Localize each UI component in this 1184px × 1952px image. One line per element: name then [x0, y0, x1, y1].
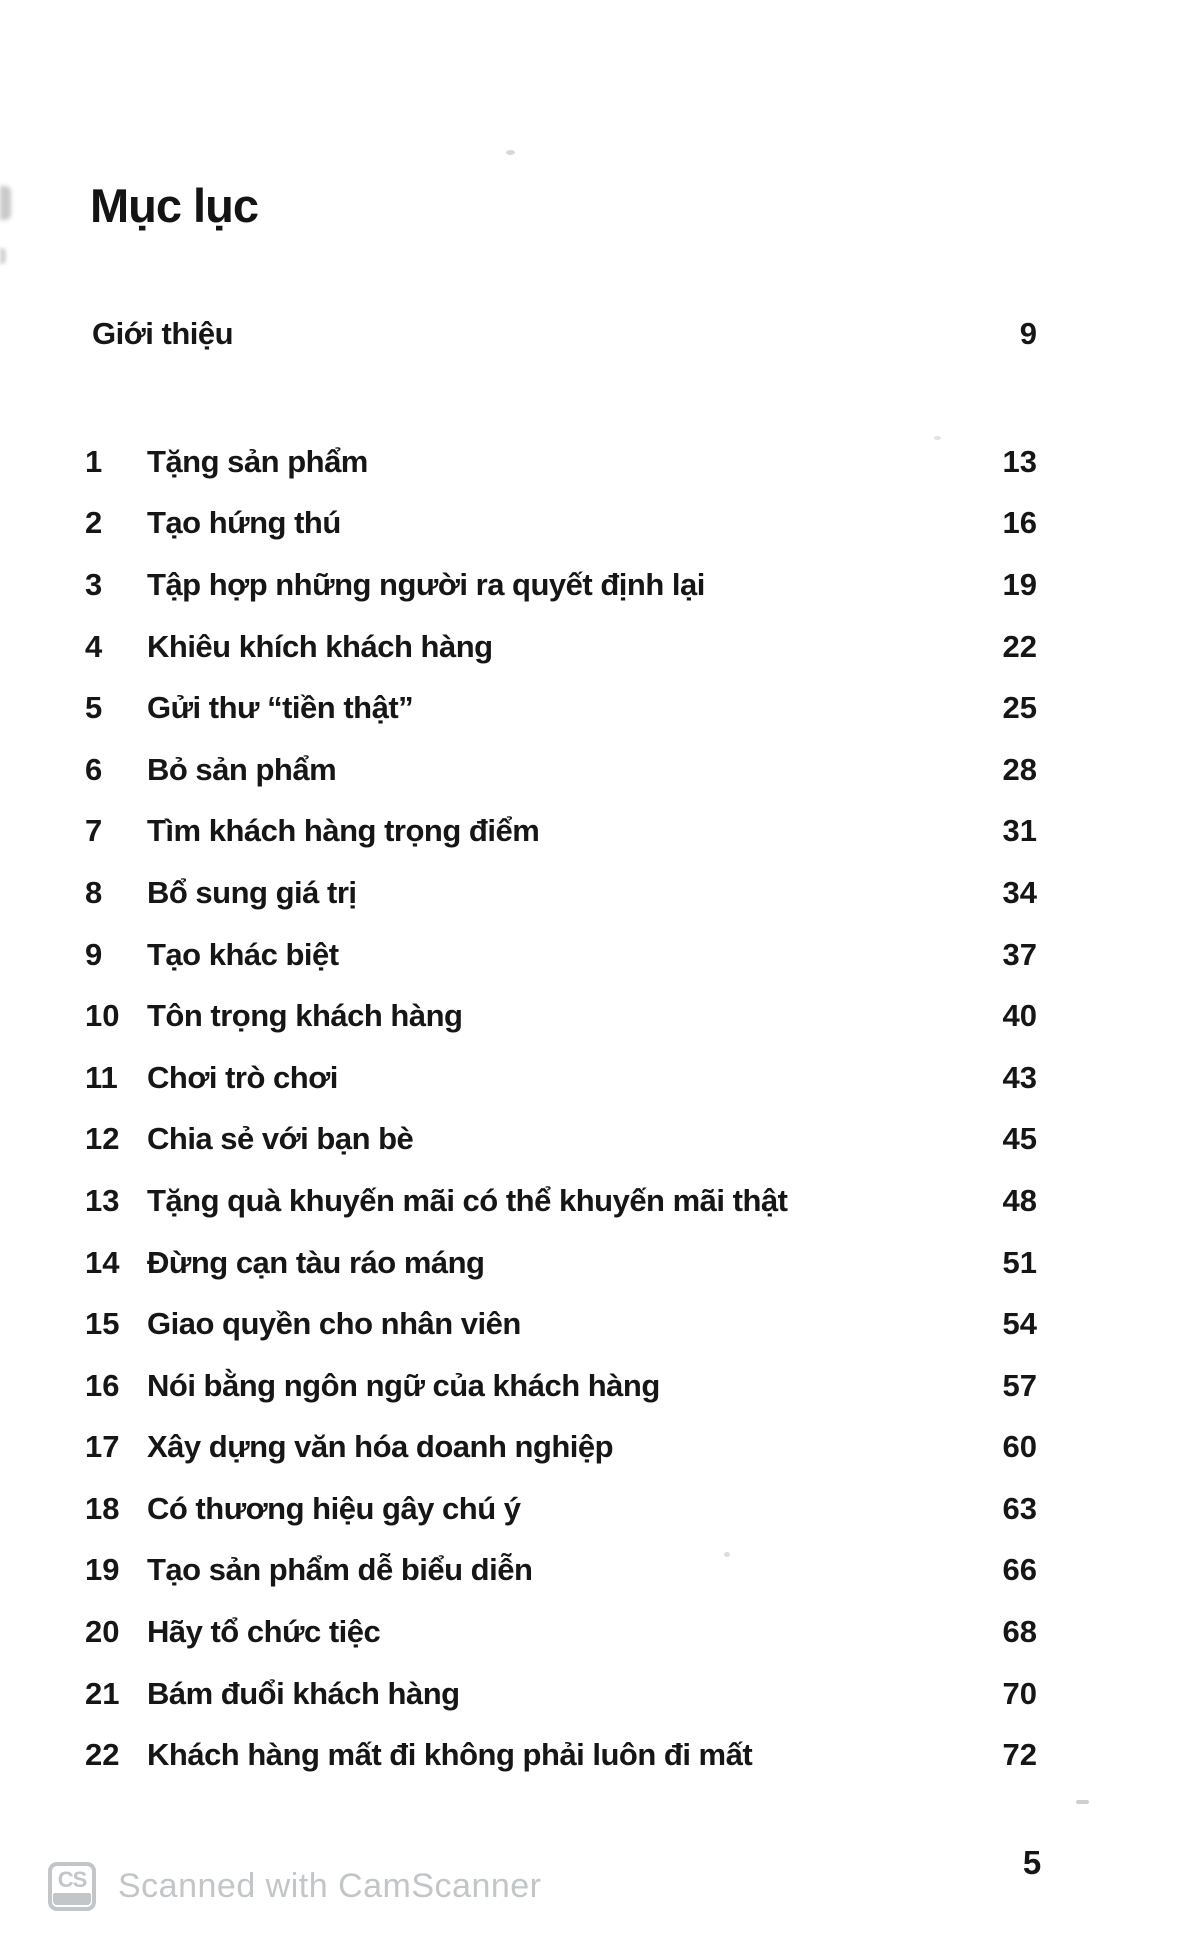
chapter-page: 66	[1002, 1552, 1037, 1588]
toc-row	[85, 616, 1037, 678]
chapter-title: Bổ sung giá trị	[147, 874, 357, 910]
chapter-title: Tặng quà khuyến mãi có thể khuyến mãi thật	[147, 1182, 788, 1218]
toc-row	[85, 985, 1037, 1047]
chapter-number: 7	[85, 813, 103, 849]
chapter-title: Chia sẻ với bạn bè	[147, 1121, 414, 1157]
chapter-title: Đừng cạn tàu ráo máng	[147, 1244, 485, 1280]
chapter-title: Nói bằng ngôn ngữ của khách hàng	[147, 1367, 660, 1403]
chapter-page: 25	[1002, 690, 1037, 726]
chapter-page: 57	[1002, 1367, 1037, 1403]
chapter-page: 40	[1002, 998, 1037, 1034]
toc-row	[85, 493, 1037, 555]
toc-row	[85, 1232, 1037, 1294]
chapter-page: 28	[1002, 751, 1037, 787]
chapter-title: Khách hàng mất đi không phải luôn đi mất	[147, 1737, 753, 1773]
toc-row	[85, 739, 1037, 801]
chapter-title: Tặng sản phẩm	[147, 443, 368, 479]
chapter-page: 70	[1002, 1675, 1037, 1711]
chapter-page: 72	[1002, 1737, 1037, 1773]
chapter-title: Chơi trò chơi	[147, 1059, 338, 1095]
cs-logo-bar	[53, 1893, 91, 1905]
camscanner-watermark	[48, 1862, 542, 1911]
chapter-number: 11	[85, 1059, 118, 1095]
chapter-page: 31	[1002, 813, 1037, 849]
chapter-number: 6	[85, 751, 103, 787]
chapter-page: 34	[1002, 874, 1037, 910]
chapter-page: 37	[1002, 936, 1037, 972]
toc-row	[85, 1047, 1037, 1109]
scan-artifact	[506, 150, 515, 155]
scan-artifact	[0, 186, 11, 220]
scan-artifact	[1076, 1800, 1089, 1804]
chapter-number: 17	[85, 1429, 120, 1465]
chapter-number: 1	[85, 443, 103, 479]
chapter-title: Hãy tổ chức tiệc	[147, 1614, 381, 1650]
scan-artifact	[724, 1552, 730, 1557]
chapter-number: 15	[85, 1306, 120, 1342]
chapter-page: 16	[1002, 505, 1037, 541]
chapter-number: 21	[85, 1675, 120, 1711]
toc-intro-row	[92, 316, 1037, 352]
toc-row	[85, 677, 1037, 739]
cs-logo-letters: CS	[57, 1867, 87, 1892]
chapter-number: 5	[85, 690, 103, 726]
intro-label: Giới thiệu	[92, 316, 234, 351]
toc-row	[85, 1109, 1037, 1171]
toc-row	[85, 554, 1037, 616]
chapter-title: Tạo khác biệt	[147, 936, 339, 972]
chapter-number: 10	[85, 998, 120, 1034]
toc-row	[85, 1355, 1037, 1417]
toc-row	[85, 924, 1037, 986]
toc-row	[85, 1540, 1037, 1602]
scan-artifact	[934, 436, 941, 440]
chapter-title: Xây dựng văn hóa doanh nghiệp	[147, 1429, 614, 1465]
chapter-title: Có thương hiệu gây chú ý	[147, 1490, 521, 1526]
toc-row	[85, 801, 1037, 863]
chapter-title: Giao quyền cho nhân viên	[147, 1306, 521, 1342]
chapter-title: Bám đuổi khách hàng	[147, 1675, 460, 1711]
toc-row	[85, 1663, 1037, 1725]
toc-row	[85, 1293, 1037, 1355]
chapter-number: 4	[85, 628, 103, 664]
chapter-number: 3	[85, 566, 103, 602]
folio-page-number: 5	[1022, 1844, 1042, 1881]
toc-row	[85, 1170, 1037, 1232]
chapter-number: 18	[85, 1490, 120, 1526]
toc-row	[85, 862, 1037, 924]
chapter-page: 48	[1002, 1182, 1037, 1218]
chapter-page: 19	[1002, 566, 1037, 602]
scan-artifact	[0, 248, 6, 264]
chapter-page: 63	[1002, 1490, 1037, 1526]
chapter-number: 14	[85, 1244, 120, 1280]
chapter-number: 13	[85, 1182, 120, 1218]
chapter-page: 13	[1002, 443, 1037, 479]
chapter-title: Tập hợp những người ra quyết định lại	[147, 566, 705, 602]
watermark-text: Scanned with CamScanner	[118, 1867, 542, 1905]
chapter-page: 45	[1002, 1121, 1037, 1157]
chapter-title: Khiêu khích khách hàng	[147, 628, 493, 664]
chapter-number: 12	[85, 1121, 120, 1157]
chapter-page: 43	[1002, 1059, 1037, 1095]
chapter-number: 19	[85, 1552, 120, 1588]
chapter-page: 68	[1002, 1614, 1037, 1650]
chapter-title: Tạo sản phẩm dễ biểu diễn	[147, 1552, 533, 1588]
camscanner-logo-icon	[48, 1862, 96, 1911]
chapter-number: 9	[85, 936, 103, 972]
chapter-title: Tạo hứng thú	[147, 505, 341, 541]
chapter-number: 20	[85, 1614, 120, 1650]
toc-list	[85, 431, 1037, 1786]
toc-row	[85, 1417, 1037, 1479]
chapter-title: Tìm khách hàng trọng điểm	[147, 813, 540, 849]
chapter-title: Bỏ sản phẩm	[147, 751, 337, 787]
chapter-page: 51	[1002, 1244, 1037, 1280]
chapter-number: 8	[85, 874, 103, 910]
page-title: Mục lục	[90, 179, 258, 232]
toc-row	[85, 431, 1037, 493]
intro-page-number: 9	[1019, 316, 1037, 351]
chapter-title: Tôn trọng khách hàng	[147, 998, 463, 1034]
chapter-number: 2	[85, 505, 103, 541]
chapter-number: 22	[85, 1737, 120, 1773]
toc-row	[85, 1478, 1037, 1540]
chapter-page: 54	[1002, 1306, 1037, 1342]
chapter-page: 22	[1002, 628, 1037, 664]
chapter-number: 16	[85, 1367, 120, 1403]
chapter-page: 60	[1002, 1429, 1037, 1465]
chapter-title: Gửi thư “tiền thật”	[147, 690, 414, 726]
toc-row	[85, 1601, 1037, 1663]
toc-row	[85, 1724, 1037, 1786]
